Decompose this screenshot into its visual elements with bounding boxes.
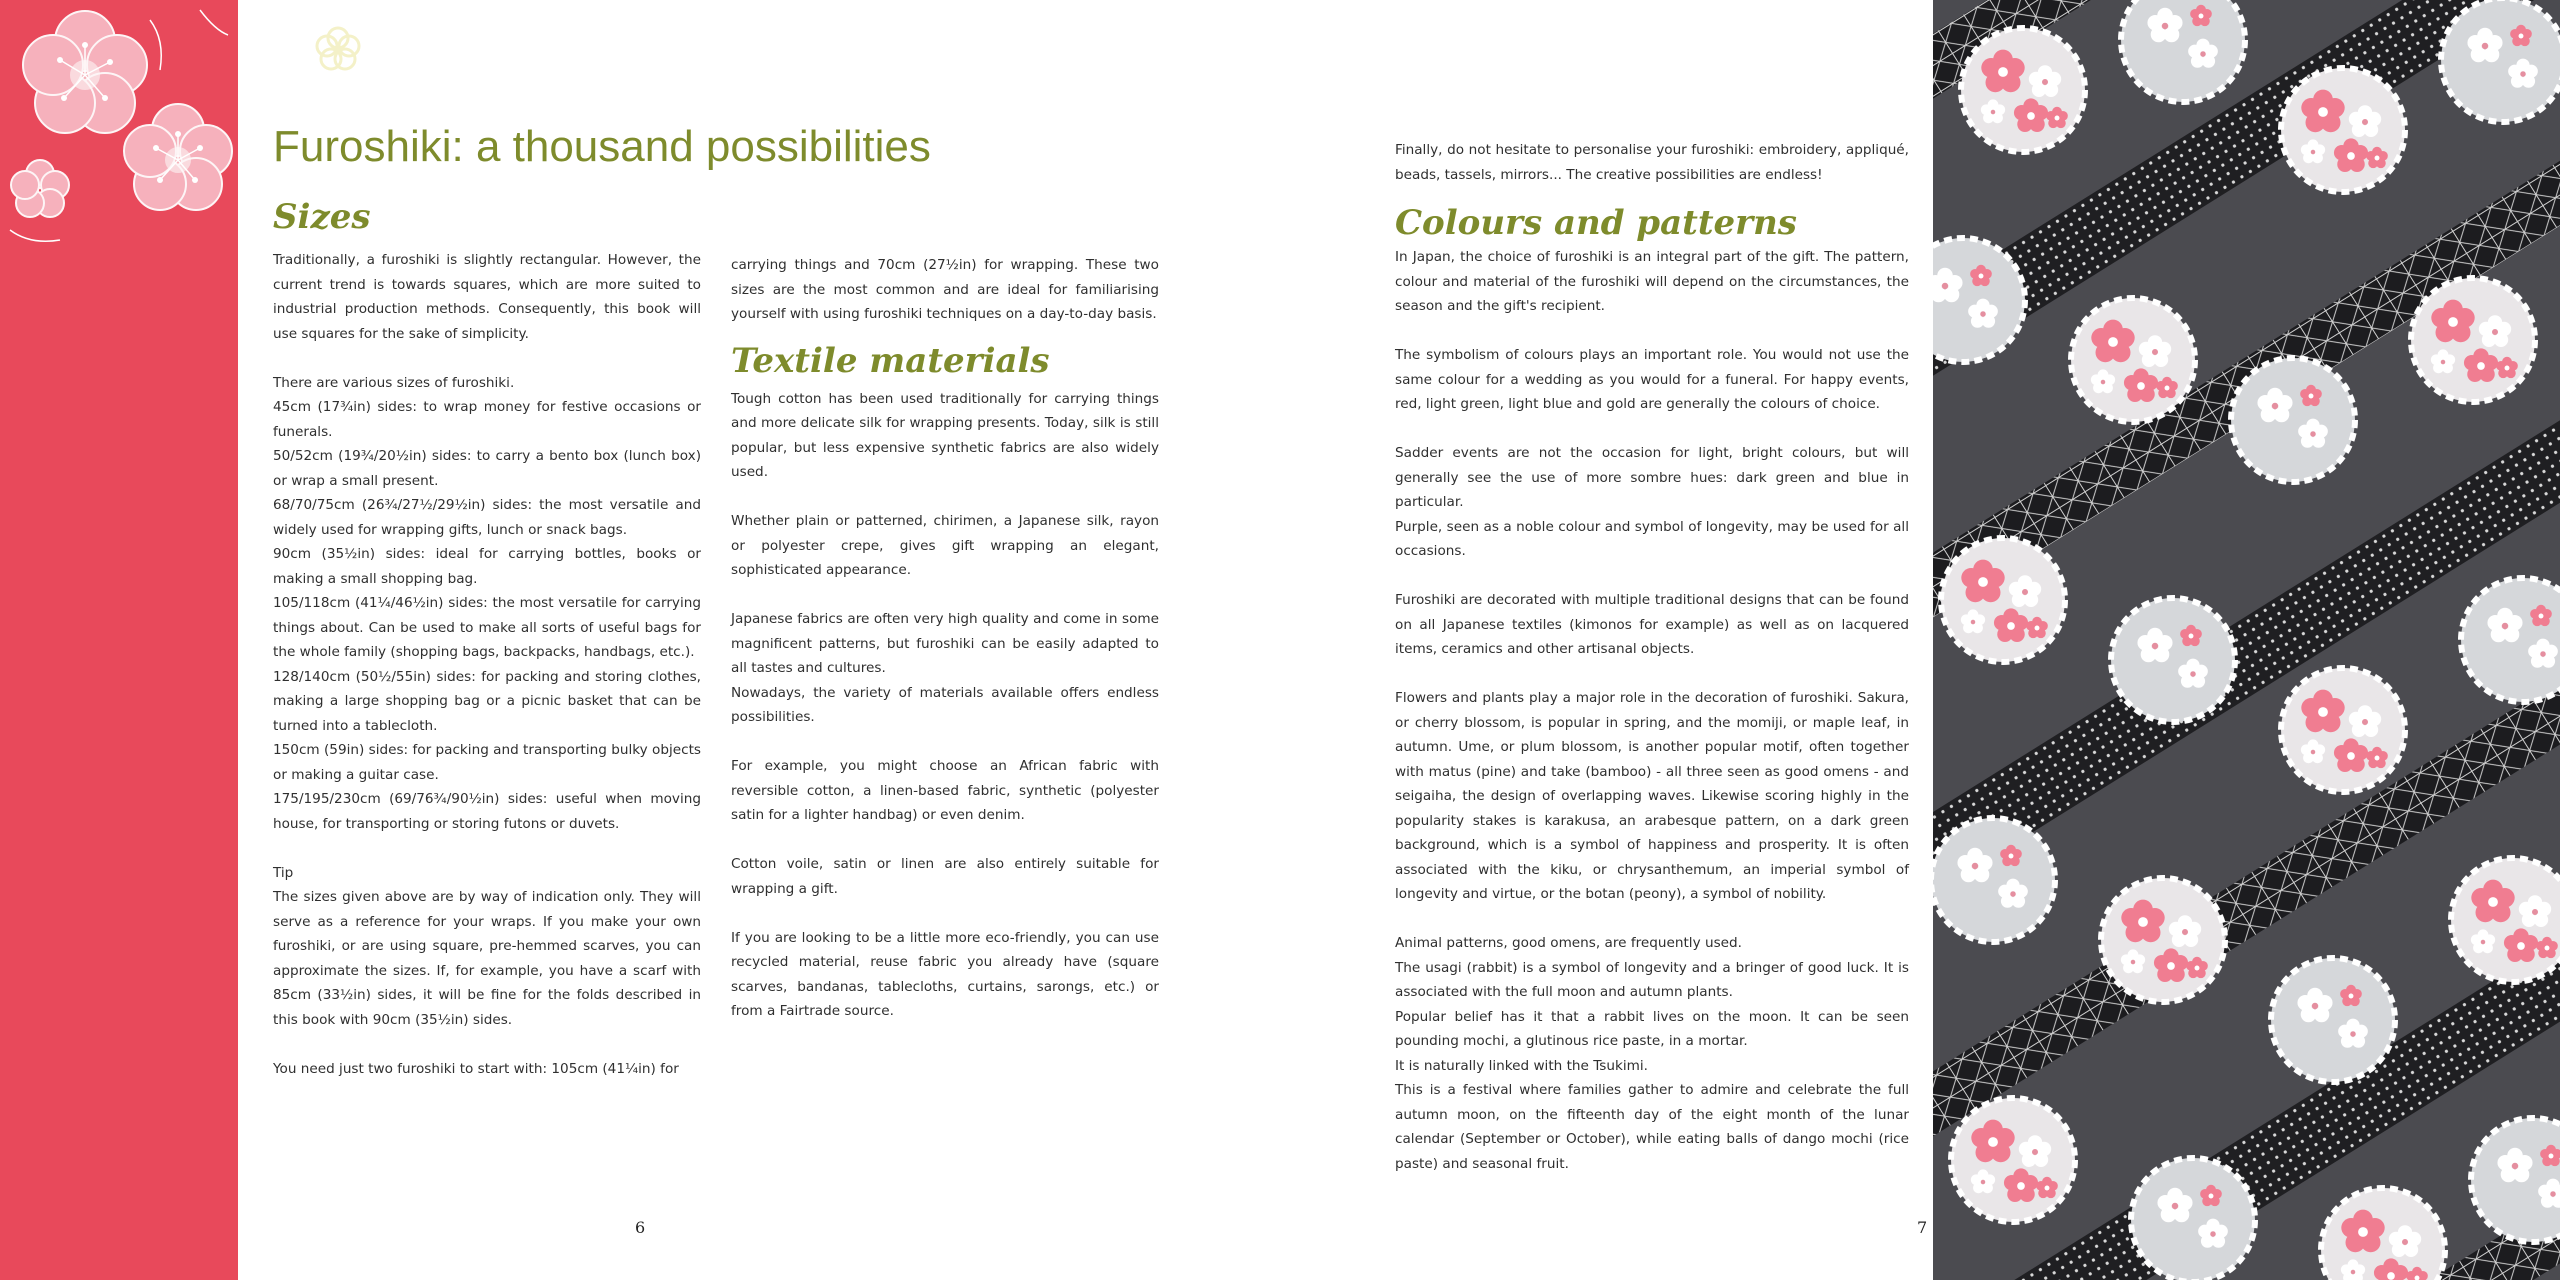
fabric-pattern: [1933, 0, 2560, 1280]
textile-paragraph: For example, you might choose an African fabric with reversible cotton, a linen-based fabric, synthetic (polyester satin for a lighter handbag) or even denim.: [731, 758, 1159, 823]
page-title: Furoshiki: a thousand possibilities: [273, 122, 931, 171]
colours-paragraph: Flowers and plants play a major role in the decoration of furoshiki. Sakura, or cherry blossom, is popular in spring, and the momiji, or maple leaf, in autumn. Ume, or plum blossom, is another popular motif, often together with matus (pine) and take (bamboo) - all three seen as good omens - and seigaiha, the design of overlapping waves. Likewise scoring highly in the popularity stakes is karakusa, an arabesque pattern, on a dark green background, which is a symbol of happiness and prosperity. It is often associated with the kiku, or chrysanthemum, an imperial symbol of longevity and virtue, or the botan (peony), a symbol of nobility.: [1395, 690, 1909, 902]
colours-paragraph: Popular belief has it that a rabbit lives on the moon. It can be seen pounding mochi, a glutinous rice paste, in a mortar.: [1395, 1008, 1909, 1049]
left-column-2: [731, 253, 1159, 1024]
left-page: [238, 0, 1284, 1280]
colours-paragraph: Sadder events are not the occasion for light, bright colours, but will generally see the use of more sombre hues: dark green and blue in particular.: [1395, 445, 1909, 510]
textile-paragraph: Nowadays, the variety of materials available offers endless possibilities.: [731, 684, 1159, 725]
textile-paragraph: Cotton voile, satin or linen are also entirely suitable for wrapping a gift.: [731, 856, 1159, 897]
size-item: 90cm (35½in) sides: ideal for carrying bottles, books or making a small shopping bag.: [273, 546, 701, 587]
page-number-left: 6: [635, 1218, 646, 1237]
size-item: 175/195/230cm (69/76¾/90½in) sides: useful when moving house, for transporting or storing futons or duvets.: [273, 791, 701, 832]
textile-paragraph: Whether plain or patterned, chirimen, a Japanese silk, rayon or polyester crepe, gives gift wrapping an elegant, sophisticated appearance.: [731, 513, 1159, 578]
heading-colours-patterns: Colours and patterns: [1395, 203, 1797, 243]
plum-blossom-decoration: [0, 0, 238, 1280]
size-item: 45cm (17¾in) sides: to wrap money for festive occasions or funerals.: [273, 399, 701, 440]
heading-sizes: Sizes: [273, 197, 371, 237]
size-item: 105/118cm (41¼/46½in) sides: the most versatile for carrying things about. Can be used to make all sorts of useful bags for the whole family (shopping bags, backpacks, handbags, etc.).: [273, 595, 701, 660]
right-page: [1284, 0, 1933, 1280]
colours-paragraph: The usagi (rabbit) is a symbol of longevity and a bringer of good luck. It is associated with the full moon and autumn plants.: [1395, 959, 1909, 1000]
tip-text: The sizes given above are by way of indication only. They will serve as a reference for your wraps. If you make your own furoshiki, or are using square, pre-hemmed scarves, you can approximate the sizes. If, for example, you have a scarf with 85cm (33½in) sides, it will be fine for the folds described in this book with 90cm (35½in) sides.: [273, 889, 701, 1028]
colours-paragraph: Animal patterns, good omens, are frequently used.: [1395, 935, 1742, 951]
colours-paragraph: Purple, seen as a noble colour and symbol of longevity, may be used for all occasions.: [1395, 518, 1909, 559]
sizes-intro: Traditionally, a furoshiki is slightly rectangular. However, the current trend is towards squares, which are more suited to industrial production methods. Consequently, this book will use squares for the sake of simplicity.: [273, 252, 701, 342]
size-item: 128/140cm (50½/55in) sides: for packing and storing clothes, making a large shopping bag or a picnic basket that can be turned into a tablecloth.: [273, 668, 701, 734]
textile-paragraph: Tough cotton has been used traditionally for carrying things and more delicate silk for wrapping presents. Today, silk is still popular, but less expensive synthetic fabrics are also widely used.: [731, 390, 1159, 480]
size-item: 50/52cm (19¾/20½in) sides: to carry a bento box (lunch box) or wrap a small present.: [273, 448, 701, 489]
furoshiki-fabric-image: [1933, 0, 2560, 1280]
faint-blossom-icon: [308, 20, 368, 80]
tip-label: Tip: [273, 864, 294, 881]
sizes-continued: carrying things and 70cm (27½in) for wrapping. These two sizes are the most common and are ideal for familiarising yourself with using furoshiki techniques on a day-to-day basis.: [731, 257, 1159, 322]
heading-textile-materials: Textile materials: [731, 340, 1050, 381]
colours-paragraph: Furoshiki are decorated with multiple traditional designs that can be found on all Japanese textiles (kimonos for example) as well as on lacquered items, ceramics and other artisanal objects.: [1395, 592, 1909, 657]
personalise-paragraph: Finally, do not hesitate to personalise your furoshiki: embroidery, appliqué, beads, tassels, mirrors... The creative possibilities are endless!: [1395, 142, 1909, 183]
colours-paragraph: The symbolism of colours plays an important role. You would not use the same colour for a wedding as you would for a funeral. For happy events, red, light green, light blue and gold are generally the colours of choice.: [1395, 347, 1909, 412]
left-column-1: [273, 195, 701, 1081]
page-number-right: 7: [1917, 1218, 1928, 1237]
size-item: 68/70/75cm (26¾/27½/29½in) sides: the most versatile and widely used for wrapping gifts, lunch or snack bags.: [273, 497, 701, 538]
size-item: 150cm (59in) sides: for packing and transporting bulky objects or making a guitar case.: [273, 742, 701, 783]
sizes-various: There are various sizes of furoshiki.: [273, 374, 515, 391]
textile-paragraph: Japanese fabrics are often very high quality and come in some magnificent patterns, but furoshiki can be easily adapted to all tastes and cultures.: [731, 611, 1159, 676]
colours-paragraph: This is a festival where families gather to admire and celebrate the full autumn moon, on the fifteenth day of the eight month of the lunar calendar (September or October), while eating balls of dango mochi (rice paste) and seasonal fruit.: [1395, 1082, 1909, 1172]
colours-paragraph: It is naturally linked with the Tsukimi.: [1395, 1057, 1648, 1074]
starter-sizes-text: You need just two furoshiki to start with: 105cm (41¼in) for: [273, 1060, 679, 1077]
right-column: [1395, 138, 1909, 1176]
textile-paragraph: If you are looking to be a little more eco-friendly, you can use recycled material, reuse fabric you already have (square scarves, bandanas, tablecloths, curtains, sarongs, etc.) or from a Fairtrade source.: [731, 929, 1159, 1019]
decorative-red-strip: [0, 0, 238, 1280]
colours-paragraph: In Japan, the choice of furoshiki is an integral part of the gift. The pattern, colour and material of the furoshiki will depend on the circumstances, the season and the gift's recipient.: [1395, 249, 1909, 314]
